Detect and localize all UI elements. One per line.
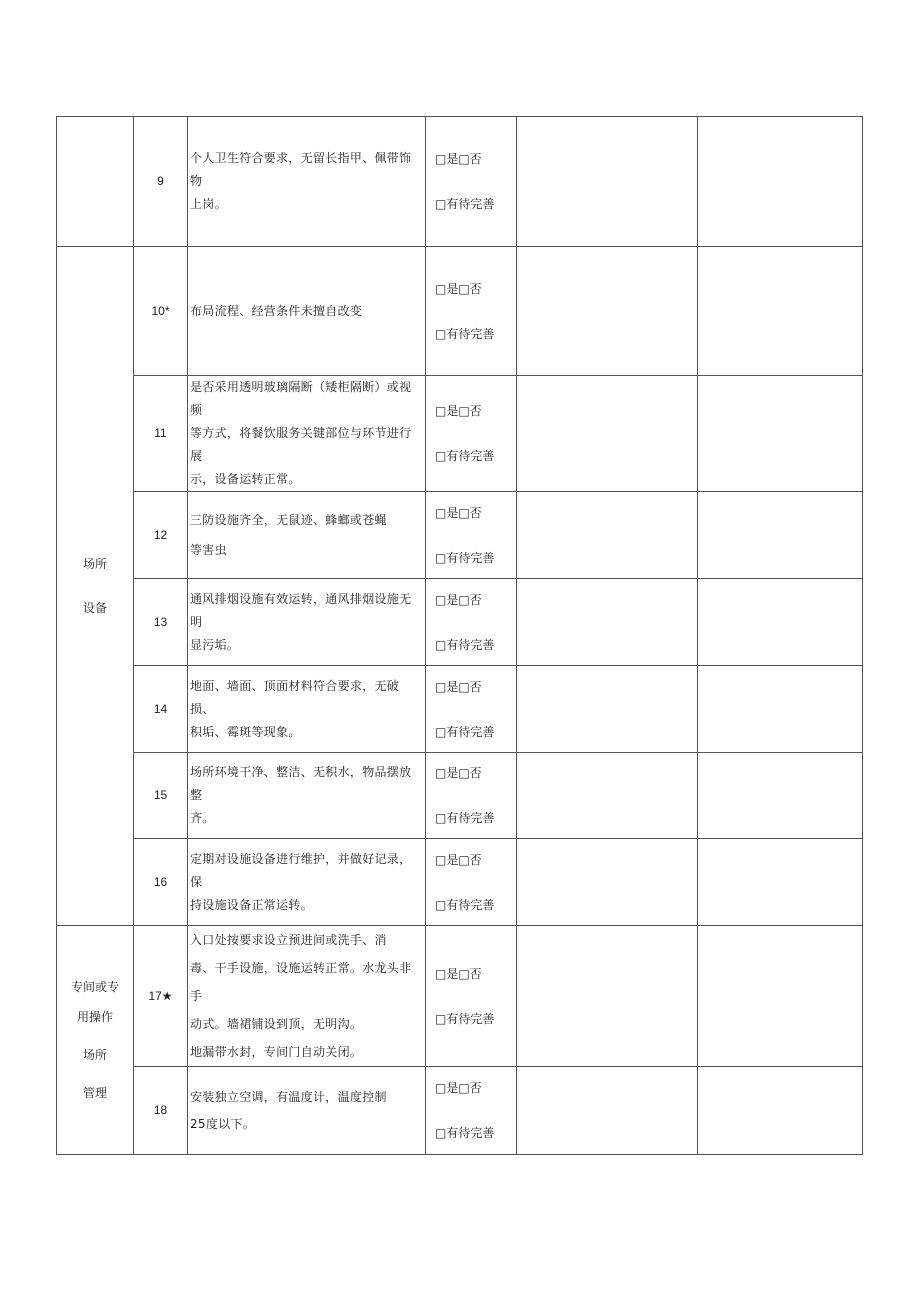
table-row [57, 753, 863, 839]
notes-cell[interactable] [517, 839, 698, 926]
table-row [57, 492, 863, 579]
yes-no-checkbox[interactable]: □是□否 [435, 766, 482, 780]
category-cell-dedicated-room [57, 926, 134, 1155]
yes-no-checkbox[interactable]: □是□否 [435, 505, 482, 520]
remarks-cell[interactable] [698, 247, 863, 376]
item-text: 三防设施齐全，无鼠迹、蜂螂或苍蝇 等害虫 [190, 512, 387, 557]
item-text: 入口处按要求设立预进间或洗手、消 毒、干手设施，设施运转正常。水龙头非手 动式。墙裙铺设到顶，无明沟。 地漏带水封，专间门自动关闭。 [190, 933, 412, 1059]
table-row [57, 666, 863, 753]
table-row [57, 117, 863, 247]
item-cell [188, 666, 426, 753]
yes-no-checkbox[interactable]: □是□否 [435, 152, 482, 166]
check-cell [426, 117, 517, 247]
check-cell [426, 492, 517, 579]
check-cell [426, 666, 517, 753]
pending-checkbox[interactable]: □有待完善 [435, 326, 495, 341]
yes-no-checkbox[interactable]: □是□否 [435, 404, 482, 418]
table-row [57, 926, 863, 1067]
item-text: 地面、墙面、顶面材料符合要求，无破损、 积垢、霉斑等现象。 [190, 678, 400, 739]
item-cell [188, 839, 426, 926]
category-cell-site-equipment [57, 247, 134, 926]
pending-checkbox[interactable]: □有待完善 [435, 811, 495, 825]
item-text: 是否采用透明玻璃隔断（矮柜隔断）或视频 等方式，将餐饮服务关键部位与环节进行展 示，设备运转正常。 [190, 380, 412, 486]
notes-cell[interactable] [517, 376, 698, 492]
pending-checkbox[interactable]: □有待完善 [435, 1011, 495, 1026]
table-row [57, 1067, 863, 1155]
item-number: 9 [134, 117, 188, 247]
item-number: 18 [134, 1067, 188, 1155]
pending-checkbox[interactable]: □有待完善 [435, 897, 495, 912]
table-row [57, 376, 863, 492]
notes-cell[interactable] [517, 247, 698, 376]
item-number: 15 [134, 753, 188, 839]
yes-no-checkbox[interactable]: □是□否 [435, 966, 482, 981]
item-text: 通风排烟设施有效运转，通风排烟设施无明 显污垢。 [190, 591, 412, 652]
item-number: 14 [134, 666, 188, 753]
pending-checkbox[interactable]: □有待完善 [435, 724, 495, 739]
check-cell [426, 376, 517, 492]
category-label: 管理 [82, 1086, 107, 1100]
yes-no-checkbox[interactable]: □是□否 [435, 281, 482, 296]
item-cell [188, 926, 426, 1067]
item-number: 11 [134, 376, 188, 492]
inspection-table [56, 116, 863, 1155]
item-text: 布局流程、经营条件未擅自改变 [190, 303, 363, 318]
yes-no-checkbox[interactable]: □是□否 [435, 592, 482, 607]
yes-no-checkbox[interactable]: □是□否 [435, 1081, 482, 1095]
item-text: 定期对设施设备进行维护，并做好记录，保 持设施设备正常运转。 [190, 851, 412, 912]
category-label: 场所 [82, 557, 107, 571]
remarks-cell[interactable] [698, 492, 863, 579]
check-cell [426, 753, 517, 839]
remarks-cell[interactable] [698, 753, 863, 839]
check-cell [426, 926, 517, 1067]
check-cell [426, 247, 517, 376]
notes-cell[interactable] [517, 492, 698, 579]
pending-checkbox[interactable]: □有待完善 [435, 449, 495, 463]
notes-cell[interactable] [517, 1067, 698, 1155]
table-row [57, 839, 863, 926]
item-text: 个人卫生符合要求，无留长指甲、佩带饰物 上岗。 [190, 151, 412, 211]
check-cell [426, 1067, 517, 1155]
notes-cell[interactable] [517, 666, 698, 753]
item-number: 12 [134, 492, 188, 579]
remarks-cell[interactable] [698, 117, 863, 247]
pending-checkbox[interactable]: □有待完善 [435, 197, 495, 211]
check-cell [426, 579, 517, 666]
item-cell [188, 376, 426, 492]
category-cell-empty [57, 117, 134, 247]
pending-checkbox[interactable]: □有待完善 [435, 1126, 495, 1140]
item-cell [188, 753, 426, 839]
item-cell [188, 1067, 426, 1155]
category-label: 用操作 [76, 1010, 113, 1024]
remarks-cell[interactable] [698, 926, 863, 1067]
notes-cell[interactable] [517, 117, 698, 247]
remarks-cell[interactable] [698, 376, 863, 492]
item-number: 16 [134, 839, 188, 926]
item-number: 13 [134, 579, 188, 666]
category-label: 场所 [82, 1048, 107, 1062]
remarks-cell[interactable] [698, 579, 863, 666]
item-text: 安装独立空调，有温度计，温度控制 25度以下。 [190, 1089, 387, 1131]
item-number: 17★ [134, 926, 188, 1067]
remarks-cell[interactable] [698, 839, 863, 926]
notes-cell[interactable] [517, 753, 698, 839]
notes-cell[interactable] [517, 579, 698, 666]
category-label: 专间或专 [70, 980, 119, 994]
yes-no-checkbox[interactable]: □是□否 [435, 852, 482, 867]
item-cell [188, 579, 426, 666]
item-cell [188, 247, 426, 376]
item-cell [188, 492, 426, 579]
table-row [57, 579, 863, 666]
notes-cell[interactable] [517, 926, 698, 1067]
yes-no-checkbox[interactable]: □是□否 [435, 679, 482, 694]
category-label: 设备 [82, 601, 107, 615]
item-number: 10* [134, 247, 188, 376]
remarks-cell[interactable] [698, 666, 863, 753]
pending-checkbox[interactable]: □有待完善 [435, 637, 495, 652]
item-cell [188, 117, 426, 247]
remarks-cell[interactable] [698, 1067, 863, 1155]
item-text: 场所环境干净、整洁、无积水，物品摆放整 齐。 [190, 765, 412, 825]
pending-checkbox[interactable]: □有待完善 [435, 550, 495, 565]
check-cell [426, 839, 517, 926]
table-row [57, 247, 863, 376]
